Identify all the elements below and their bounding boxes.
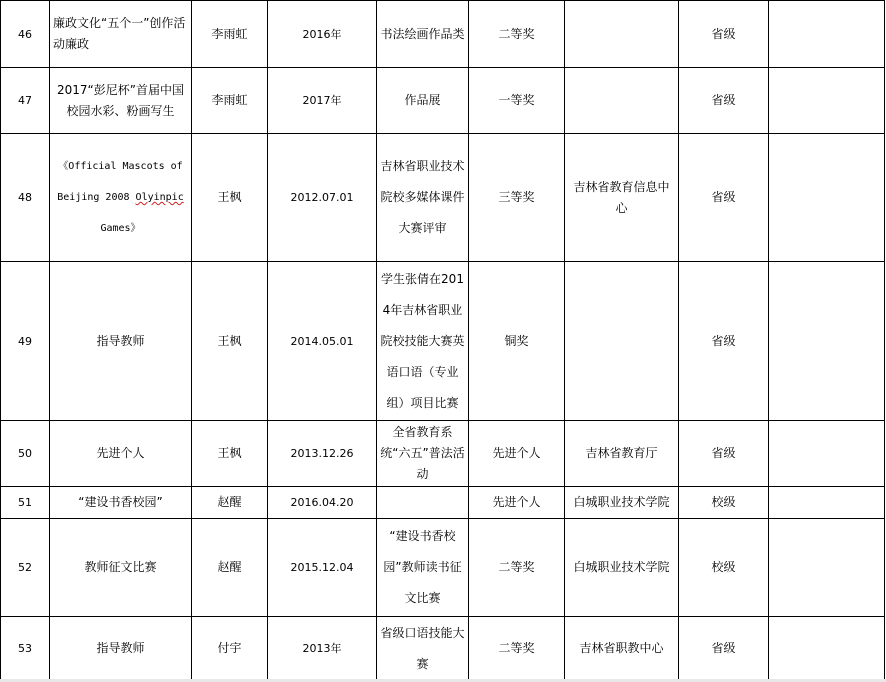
award-date: 2012.07.01 [268, 134, 377, 262]
issuing-body [565, 68, 679, 134]
award-category: 吉林省职业技术院校多媒体课件大赛评审 [377, 134, 469, 262]
award-date: 2013.12.26 [268, 421, 377, 487]
award-title-part: 《Official Mascots of Beijing 2008 [57, 161, 183, 203]
award-date: 2016.04.20 [268, 487, 377, 519]
row-number: 50 [1, 421, 50, 487]
table-row [1, 1, 885, 68]
award-title: “建设书香校园” [50, 487, 192, 519]
issuing-body: 吉林省教育厅 [565, 421, 679, 487]
award-grade: 二等奖 [469, 519, 565, 617]
table-row [1, 487, 885, 519]
row-number: 51 [1, 487, 50, 519]
award-title-part: Games》 [100, 223, 141, 234]
remark [769, 262, 885, 421]
award-grade: 三等奖 [469, 134, 565, 262]
award-title: 指导教师 [50, 617, 192, 681]
issuing-body: 白城职业技术学院 [565, 487, 679, 519]
table-row [1, 68, 885, 134]
award-level: 省级 [679, 617, 769, 681]
award-grade: 先进个人 [469, 421, 565, 487]
award-level: 省级 [679, 1, 769, 68]
misspelled-word: Olyinpic [135, 192, 184, 203]
remark [769, 134, 885, 262]
remark [769, 487, 885, 519]
award-title [50, 134, 192, 262]
person-name: 赵醒 [192, 487, 268, 519]
issuing-body [565, 1, 679, 68]
award-category: 全省教育系统“六五”普法活动 [377, 421, 469, 487]
issuing-body: 吉林省教育信息中心 [565, 134, 679, 262]
award-date: 2015.12.04 [268, 519, 377, 617]
remark [769, 68, 885, 134]
award-title: 廉政文化“五个一”创作活动廉政 [50, 1, 192, 68]
row-number: 47 [1, 68, 50, 134]
award-grade: 先进个人 [469, 487, 565, 519]
table-row [1, 262, 885, 421]
issuing-body: 白城职业技术学院 [565, 519, 679, 617]
award-title: 指导教师 [50, 262, 192, 421]
award-level: 省级 [679, 421, 769, 487]
award-category: 作品展 [377, 68, 469, 134]
person-name: 王枫 [192, 134, 268, 262]
award-date: 2014.05.01 [268, 262, 377, 421]
award-date: 2017年 [268, 68, 377, 134]
award-date: 2016年 [268, 1, 377, 68]
issuing-body: 吉林省职教中心 [565, 617, 679, 681]
award-title: 先进个人 [50, 421, 192, 487]
award-grade: 二等奖 [469, 617, 565, 681]
row-number: 52 [1, 519, 50, 617]
person-name: 王枫 [192, 421, 268, 487]
person-name: 李雨虹 [192, 1, 268, 68]
person-name: 付宇 [192, 617, 268, 681]
award-title: 2017“彭尼杯”首届中国校园水彩、粉画写生 [50, 68, 192, 134]
award-date: 2013年 [268, 617, 377, 681]
award-grade: 一等奖 [469, 68, 565, 134]
row-number: 46 [1, 1, 50, 68]
award-level: 省级 [679, 262, 769, 421]
row-number: 49 [1, 262, 50, 421]
remark [769, 421, 885, 487]
remark [769, 519, 885, 617]
award-category: 书法绘画作品类 [377, 1, 469, 68]
table-row [1, 519, 885, 617]
award-level: 省级 [679, 68, 769, 134]
person-name: 赵醒 [192, 519, 268, 617]
table-row [1, 421, 885, 487]
award-level: 校级 [679, 487, 769, 519]
table-row [1, 134, 885, 262]
table-row [1, 617, 885, 681]
award-title: 教师征文比赛 [50, 519, 192, 617]
award-category: “建设书香校园”教师读书征文比赛 [377, 519, 469, 617]
person-name: 王枫 [192, 262, 268, 421]
award-category: 学生张倩在2014年吉林省职业院校技能大赛英语口语（专业组）项目比赛 [377, 262, 469, 421]
award-grade: 铜奖 [469, 262, 565, 421]
person-name: 李雨虹 [192, 68, 268, 134]
issuing-body [565, 262, 679, 421]
award-grade: 二等奖 [469, 1, 565, 68]
award-level: 校级 [679, 519, 769, 617]
remark [769, 1, 885, 68]
award-level: 省级 [679, 134, 769, 262]
remark [769, 617, 885, 681]
award-category [377, 487, 469, 519]
row-number: 53 [1, 617, 50, 681]
row-number: 48 [1, 134, 50, 262]
award-category: 省级口语技能大赛 [377, 617, 469, 681]
